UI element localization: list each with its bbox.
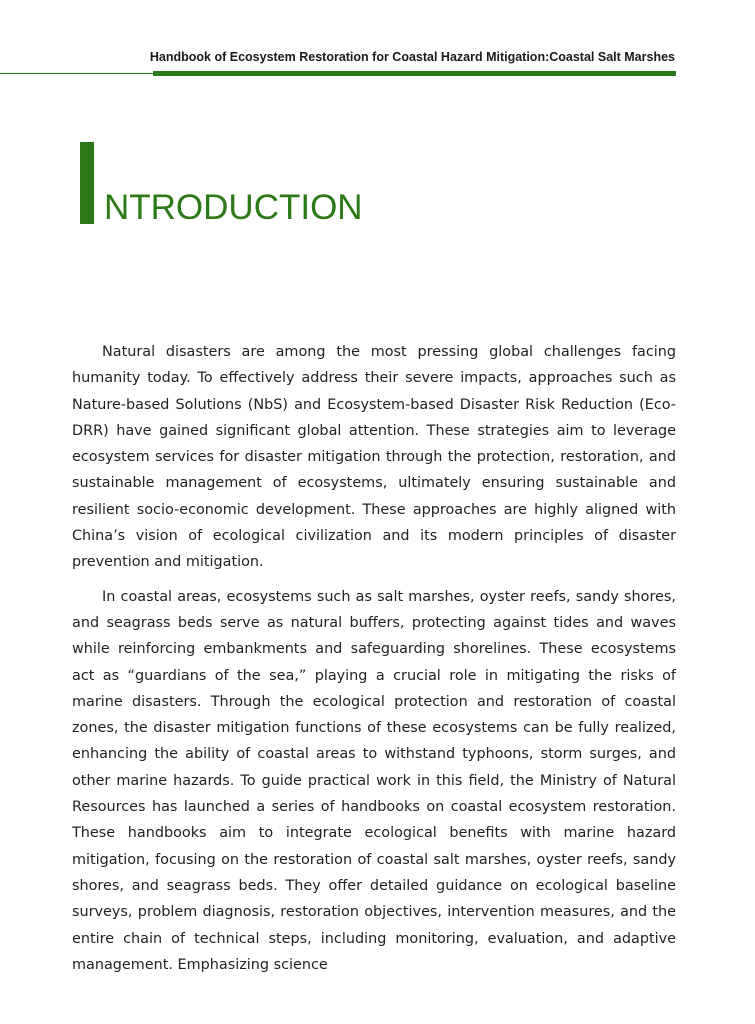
paragraph-1: Natural disasters are among the most pressing global challenges facing humanity today. To effectively address their severe impacts, approaches such as Nature-based Solutions (NbS) and Ecosystem-based Disaster Risk Reduction (Eco-DRR) have gained significant global attention. These strategies aim to leverage ecosystem services for disaster mitigation through the protection, restoration, and sustainable management of ecosystems, ultimately ensuring sustainable and resilient socio-economic development. These approaches are highly aligned with China’s vision of ecological civilization and its modern principles of disaster prevention and mitigation. (72, 344, 676, 571)
paragraph-2: In coastal areas, ecosystems such as salt marshes, oyster reefs, sandy shores, and seagrass beds serve as natural buffers, protecting against tides and waves while reinforcing embankments and safeguarding shorelines. These ecosystems act as “guardians of the sea,” playing a crucial role in mitigating the risks of marine disasters. Through the ecological protection and restoration of coastal zones, the disaster mitigation functions of these ecosystems can be fully realized, enhancing the ability of coastal areas to withstand typhoons, storm surges, and other marine hazards. To guide practical work in this field, the Ministry of Natural Resources has launched a series of handbooks on coastal ecosystem restoration. These handbooks aim to integrate ecological benefits with marine hazard mitigation, focusing on the restoration of coastal salt marshes, oyster reefs, sandy shores, and seagrass beds. They offer detailed guidance on ecological baseline surveys, problem diagnosis, restoration objectives, intervention measures, and the entire chain of technical steps, including monitoring, evaluation, and adaptive management. Emphasizing science (72, 588, 676, 973)
chapter-title-text: NTRODUCTION (104, 188, 363, 227)
chapter-initial-letter (80, 142, 94, 224)
body-text (72, 339, 676, 986)
header-rule-thin (0, 73, 155, 74)
header-rule-thick (153, 71, 676, 76)
running-header-title: Handbook of Ecosystem Restoration for Coastal Hazard Mitigation:Coastal Salt Marshes (149, 50, 675, 64)
